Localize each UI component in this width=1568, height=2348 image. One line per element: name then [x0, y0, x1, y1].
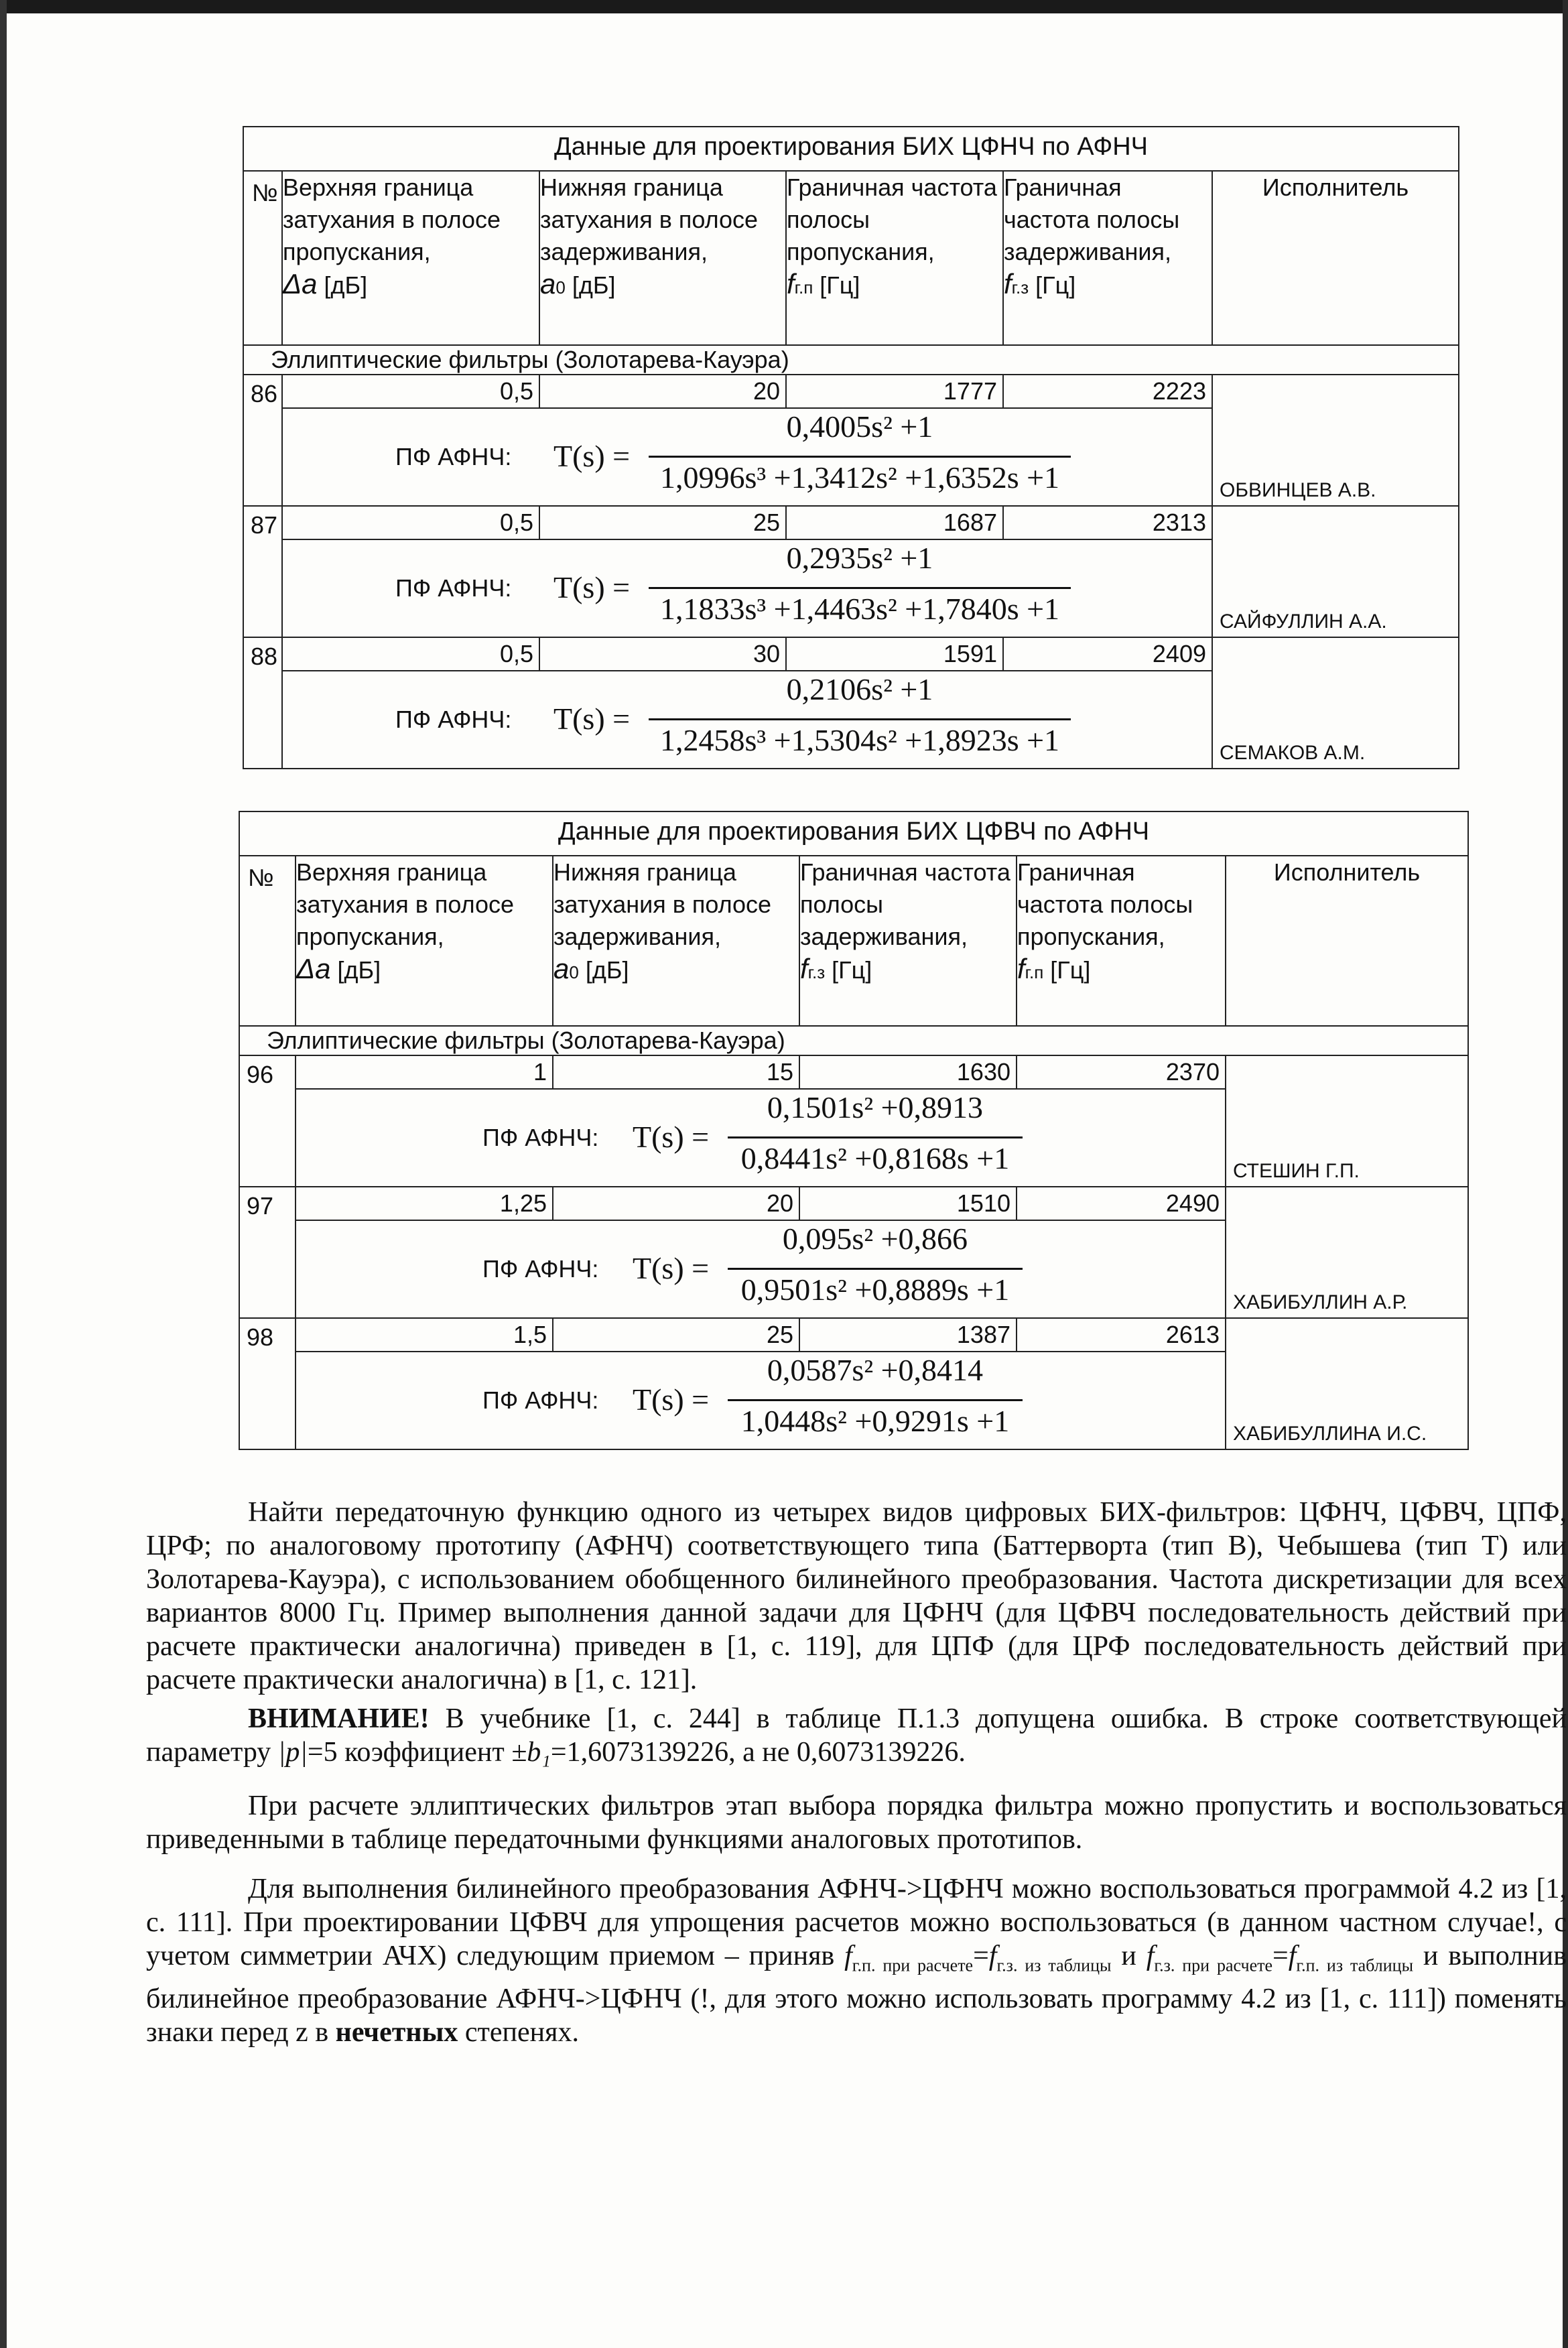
lpf-design-table: [243, 126, 1459, 769]
performer-name: СТЕШИН Г.П.: [1233, 1160, 1360, 1182]
fraction-bar: [649, 587, 1071, 589]
formula-lhs: T(s) =: [633, 1382, 710, 1417]
formula-label: ПФ АФНЧ:: [482, 1386, 599, 1414]
paragraph-elliptic: При расчете эллиптических фильтров этап выбора порядка фильтра можно пропустить и воспользоваться приведенными в таблице передаточными функциями аналоговых прототипов.: [146, 1790, 1567, 1855]
formula-numerator: 0,4005s² +1: [786, 409, 933, 444]
table-row: [239, 1318, 1468, 1352]
formula-numerator: 0,095s² +0,866: [782, 1222, 968, 1256]
passband-attenuation-value: 1,5: [296, 1318, 553, 1352]
row-number: 87: [243, 506, 282, 637]
stopband-frequency-value: 1510: [799, 1187, 1017, 1220]
performer-name: ОБВИНЦЕВ А.В.: [1220, 479, 1376, 501]
col-header-passband-attenuation: Верхняя граница затухания в полосе пропускания, Δa [дБ]: [296, 856, 553, 1026]
passband-frequency-value: 1591: [786, 637, 1003, 671]
warning-label: ВНИМАНИЕ!: [248, 1703, 430, 1734]
formula-numerator: 0,2935s² +1: [786, 541, 933, 575]
paragraph-task: Найти передаточную функцию одного из четырех видов цифровых БИХ-фильтров: ЦФНЧ, ЦФВЧ, ЦПФ, ЦРФ; по аналоговому прототипу (АФНЧ) соответствующего типа (Баттерворта (тип В), Чебышева (тип Т) или Золотарева-Кауэра), с использованием обобщенного билинейного преобразования. Частота дискретизации для всех вариантов 8000 Гц. Пример выполнения данной задачи для ЦФНЧ (для ЦФВЧ последовательность действий при расчете практически аналогична) приведен в [1, с. 119], для ЦПФ (для ЦРФ последовательность действий при расчете практически аналогична) в [1, с. 121].: [146, 1497, 1567, 1695]
stopband-frequency-value: 1387: [799, 1318, 1017, 1352]
performer-name: СЕМАКОВ А.М.: [1220, 742, 1366, 764]
table-row: [243, 637, 1459, 671]
fraction-bar: [728, 1399, 1023, 1401]
formula-lhs: T(s) =: [633, 1251, 710, 1285]
table-row: [239, 1055, 1468, 1089]
col-header-passband-attenuation: Верхняя граница затухания в полосе пропускания, Δa [дБ]: [282, 171, 539, 345]
performer-cell: [1212, 375, 1459, 506]
formula-label: ПФ АФНЧ:: [482, 1124, 599, 1151]
row-number: 98: [239, 1318, 296, 1449]
passband-attenuation-value: 1,25: [296, 1187, 553, 1220]
formula-lhs: T(s) =: [553, 702, 631, 736]
col-header-stopband-attenuation: Нижняя граница затухания в полосе задерживания, a0 [дБ]: [553, 856, 799, 1026]
hpf-design-table: [239, 811, 1469, 1450]
stopband-attenuation-value: 25: [539, 506, 786, 539]
formula-denominator: 1,0996s³ +1,3412s² +1,6352s +1: [659, 460, 1060, 495]
table-title: Данные для проектирования БИХ ЦФНЧ по АФНЧ: [243, 127, 1459, 171]
passband-frequency-value: 2613: [1017, 1318, 1226, 1352]
col-header-performer: Исполнитель: [1212, 171, 1459, 345]
col-header-stopband-frequency: Граничная частота полосы задерживания, fг.з [Гц]: [799, 856, 1017, 1026]
stopband-frequency-value: 2409: [1003, 637, 1212, 671]
stopband-frequency-value: 2313: [1003, 506, 1212, 539]
formula-denominator: 1,0448s² +0,9291s +1: [740, 1404, 1010, 1438]
transfer-function-cell: [296, 1089, 1226, 1187]
transfer-function-cell: [296, 1220, 1226, 1318]
formula-label: ПФ АФНЧ:: [395, 706, 512, 733]
stopband-attenuation-value: 15: [553, 1055, 799, 1089]
col-header-number: №: [239, 856, 296, 1026]
transfer-function-cell: [282, 671, 1212, 769]
abs-p-symbol: |p|: [277, 1737, 308, 1768]
transfer-function-cell: [282, 408, 1212, 506]
performer-name: САЙФУЛЛИН А.А.: [1220, 610, 1387, 633]
performer-name: ХАБИБУЛЛИНА И.С.: [1233, 1423, 1427, 1445]
table-row: [243, 506, 1459, 539]
formula-denominator: 1,1833s³ +1,4463s² +1,7840s +1: [659, 592, 1060, 626]
row-number: 96: [239, 1055, 296, 1187]
table-title: Данные для проектирования БИХ ЦФВЧ по АФНЧ: [239, 811, 1468, 856]
stopband-attenuation-value: 20: [553, 1187, 799, 1220]
stopband-attenuation-value: 20: [539, 375, 786, 408]
performer-cell: [1226, 1055, 1468, 1187]
transfer-function-cell: [282, 539, 1212, 637]
formula-lhs: T(s) =: [553, 439, 631, 473]
row-number: 97: [239, 1187, 296, 1318]
scan-top-edge: [0, 0, 1568, 13]
formula-lhs: T(s) =: [633, 1120, 710, 1154]
passband-attenuation-value: 0,5: [282, 506, 539, 539]
assignment-text: [146, 1496, 1567, 2049]
row-number: 86: [243, 375, 282, 506]
passband-frequency-value: 2490: [1017, 1187, 1226, 1220]
col-header-stopband-attenuation: Нижняя граница затухания в полосе задерживания, a0 [дБ]: [539, 171, 786, 345]
scan-left-edge: [0, 0, 7, 2348]
stopband-frequency-value: 1630: [799, 1055, 1017, 1089]
performer-cell: [1226, 1318, 1468, 1449]
section-label: Эллиптические фильтры (Золотарева-Кауэра): [239, 1026, 1468, 1055]
col-header-number: №: [243, 171, 282, 345]
formula-label: ПФ АФНЧ:: [482, 1255, 599, 1283]
passband-attenuation-value: 0,5: [282, 375, 539, 408]
row-number: 88: [243, 637, 282, 769]
fraction-bar: [728, 1268, 1023, 1270]
passband-frequency-value: 1687: [786, 506, 1003, 539]
stopband-attenuation-value: 30: [539, 637, 786, 671]
formula-denominator: 1,2458s³ +1,5304s² +1,8923s +1: [659, 723, 1060, 757]
fraction-bar: [649, 718, 1071, 720]
paragraph-bilinear: Для выполнения билинейного преобразования АФНЧ->ЦФНЧ можно воспользоваться программой 4.2 из [1, с. 111]. При проектировании ЦФВЧ для упрощения расчетов можно воспользоваться (в данном частном случае!, с учетом симметрии АЧХ) следующим приемом – приняв $f_{г.п. при расчете}=f_{г.з. из таблицы}$ и $f_{г.з. при расчете}=f_{г.п. из таблицы}$ и выполнив билинейное преобразование АФНЧ->ЦФНЧ (!, для этого можно использовать программу 4.2 из [1, с. 111]) поменять знаки перед z в нечетных степенях.: [146, 1874, 1567, 2048]
formula-numerator: 0,1501s² +0,8913: [767, 1090, 984, 1124]
performer-name: ХАБИБУЛЛИН А.Р.: [1233, 1291, 1408, 1313]
passband-attenuation-value: 1: [296, 1055, 553, 1089]
formula-denominator: 0,8441s² +0,8168s +1: [740, 1141, 1010, 1175]
formula-denominator: 0,9501s² +0,8889s +1: [740, 1273, 1010, 1307]
col-header-stopband-frequency: Граничная частота полосы задерживания, fг.з [Гц]: [1003, 171, 1212, 345]
formula-lhs: T(s) =: [553, 570, 631, 604]
col-header-passband-frequency: Граничная частота полосы пропускания, fг.п [Гц]: [786, 171, 1003, 345]
passband-frequency-value: 2370: [1017, 1055, 1226, 1089]
performer-cell: [1212, 637, 1459, 769]
formula-label: ПФ АФНЧ:: [395, 443, 512, 470]
transfer-function-cell: [296, 1352, 1226, 1449]
formula-numerator: 0,2106s² +1: [786, 672, 933, 706]
table-row: [239, 1187, 1468, 1220]
formula-label: ПФ АФНЧ:: [395, 574, 512, 602]
fraction-bar: [649, 456, 1071, 458]
stopband-frequency-value: 2223: [1003, 375, 1212, 408]
col-header-performer: Исполнитель: [1226, 856, 1468, 1026]
performer-cell: [1226, 1187, 1468, 1318]
table-row: [243, 375, 1459, 408]
section-label: Эллиптические фильтры (Золотарева-Кауэра): [243, 345, 1459, 375]
paragraph-warning: ВНИМАНИЕ! В учебнике [1, с. 244] в таблице П.1.3 допущена ошибка. В строке соответствующей параметру |p|=5 коэффициент ±b₁=1,6073139226, а не 0,6073139226.: [146, 1703, 1567, 1768]
formula-numerator: 0,0587s² +0,8414: [767, 1353, 984, 1387]
passband-attenuation-value: 0,5: [282, 637, 539, 671]
stopband-attenuation-value: 25: [553, 1318, 799, 1352]
fraction-bar: [728, 1136, 1023, 1138]
performer-cell: [1212, 506, 1459, 637]
passband-frequency-value: 1777: [786, 375, 1003, 408]
col-header-passband-frequency: Граничная частота полосы пропускания, fг.п [Гц]: [1017, 856, 1226, 1026]
coef-symbol: ±b₁: [511, 1737, 551, 1768]
